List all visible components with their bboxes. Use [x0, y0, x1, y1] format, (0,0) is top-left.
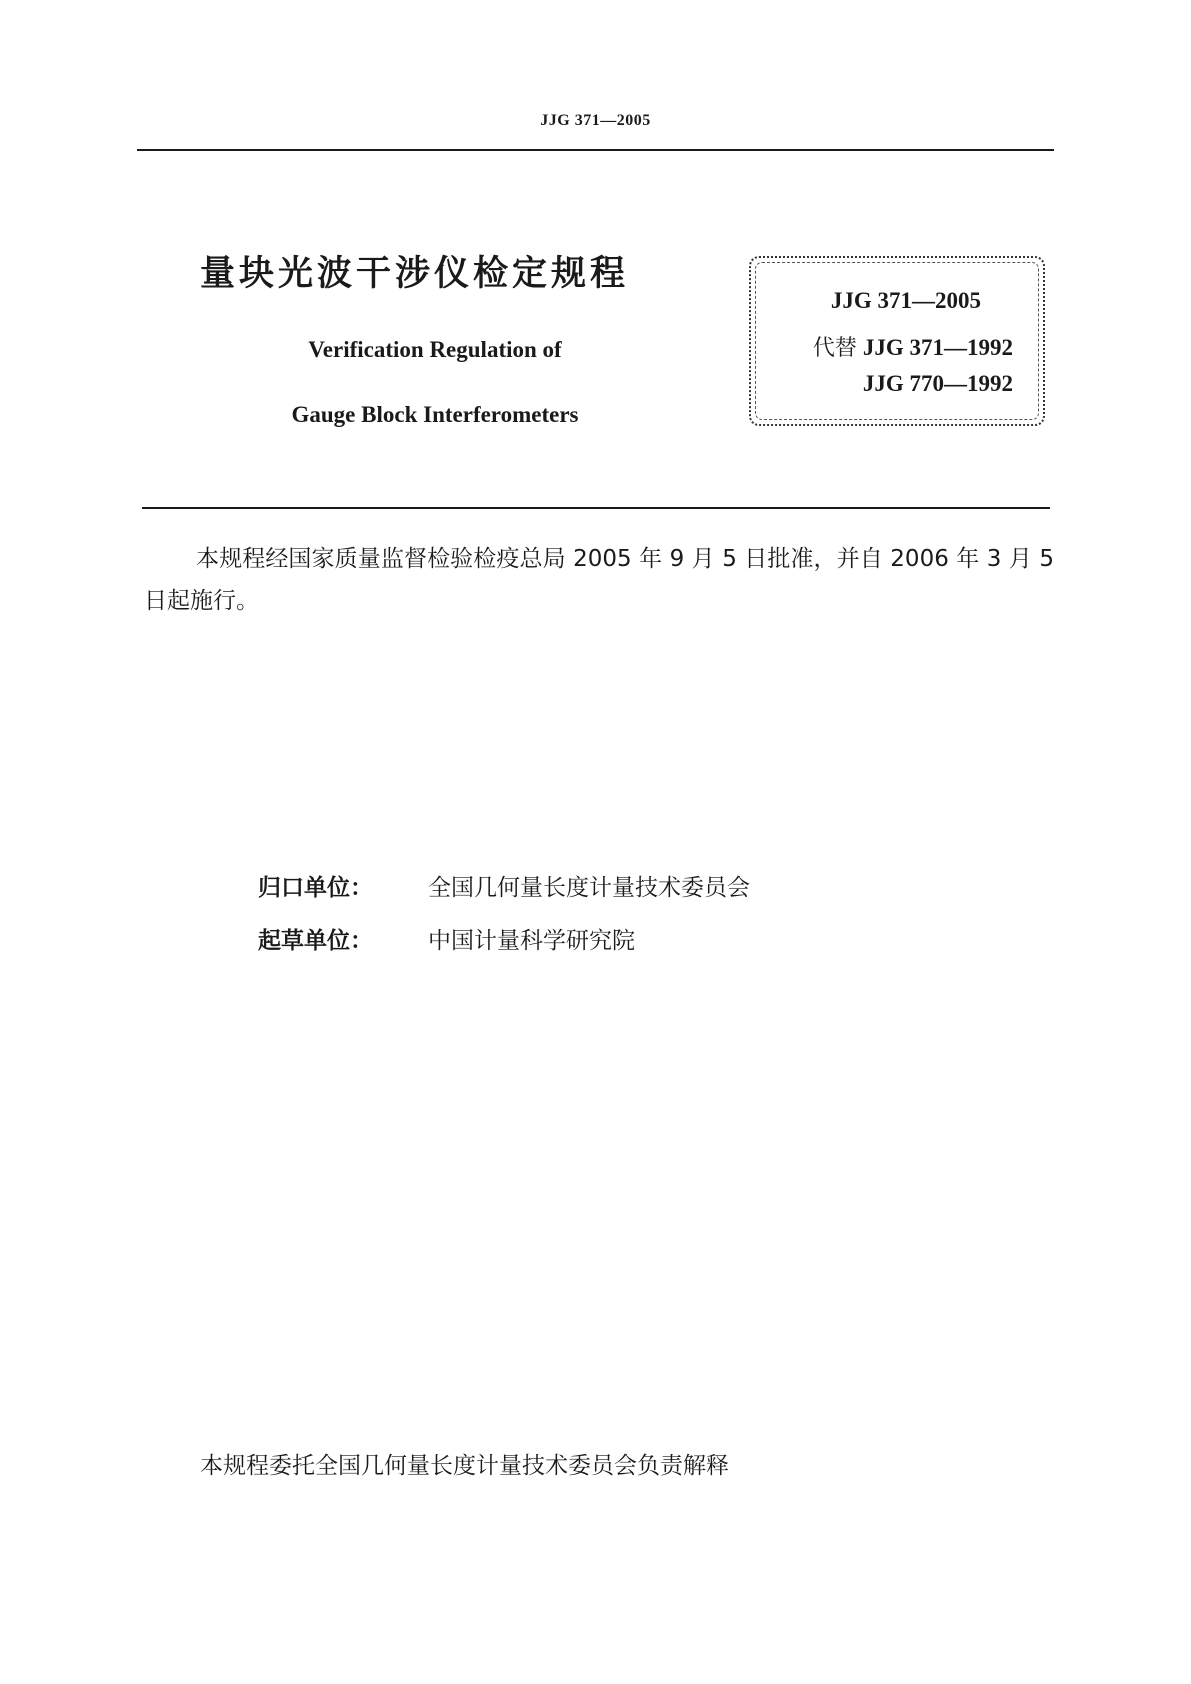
- replaced-code-2: JJG 770—1992: [862, 371, 1013, 396]
- interpretation-statement: 本规程委托全国几何量长度计量技术委员会负责解释: [200, 1453, 729, 1479]
- approval-statement: 本规程经国家质量监督检验检疫总局 2005 年 9 月 5 日批准，并自 2006 年 3 月 5 日起施行。: [144, 546, 1054, 614]
- replaced-code-1: JJG 371—1992: [862, 335, 1013, 360]
- header-divider: [137, 149, 1054, 151]
- title-english-line-2: Gauge Block Interferometers: [291, 402, 579, 427]
- header-standard-code: JJG 371—2005: [540, 112, 651, 129]
- responsible-unit-value: 全国几何量长度计量技术委员会: [428, 875, 750, 901]
- title-chinese: 量块光波干涉仪检定规程: [200, 254, 630, 294]
- drafting-unit-value: 中国计量科学研究院: [428, 928, 635, 954]
- title-english-line-1: Verification Regulation of: [308, 337, 562, 362]
- responsible-unit-label: 归口单位：: [258, 875, 373, 901]
- responsible-unit-row: [258, 869, 750, 902]
- drafting-unit-row: [258, 922, 635, 955]
- standard-code-box: [749, 256, 1045, 426]
- section-divider: [142, 507, 1050, 509]
- current-code: JJG 371—2005: [830, 288, 981, 313]
- replace-label: 代替: [812, 336, 857, 361]
- replaced-code-1-line: [813, 331, 1013, 362]
- drafting-unit-label: 起草单位：: [258, 928, 373, 954]
